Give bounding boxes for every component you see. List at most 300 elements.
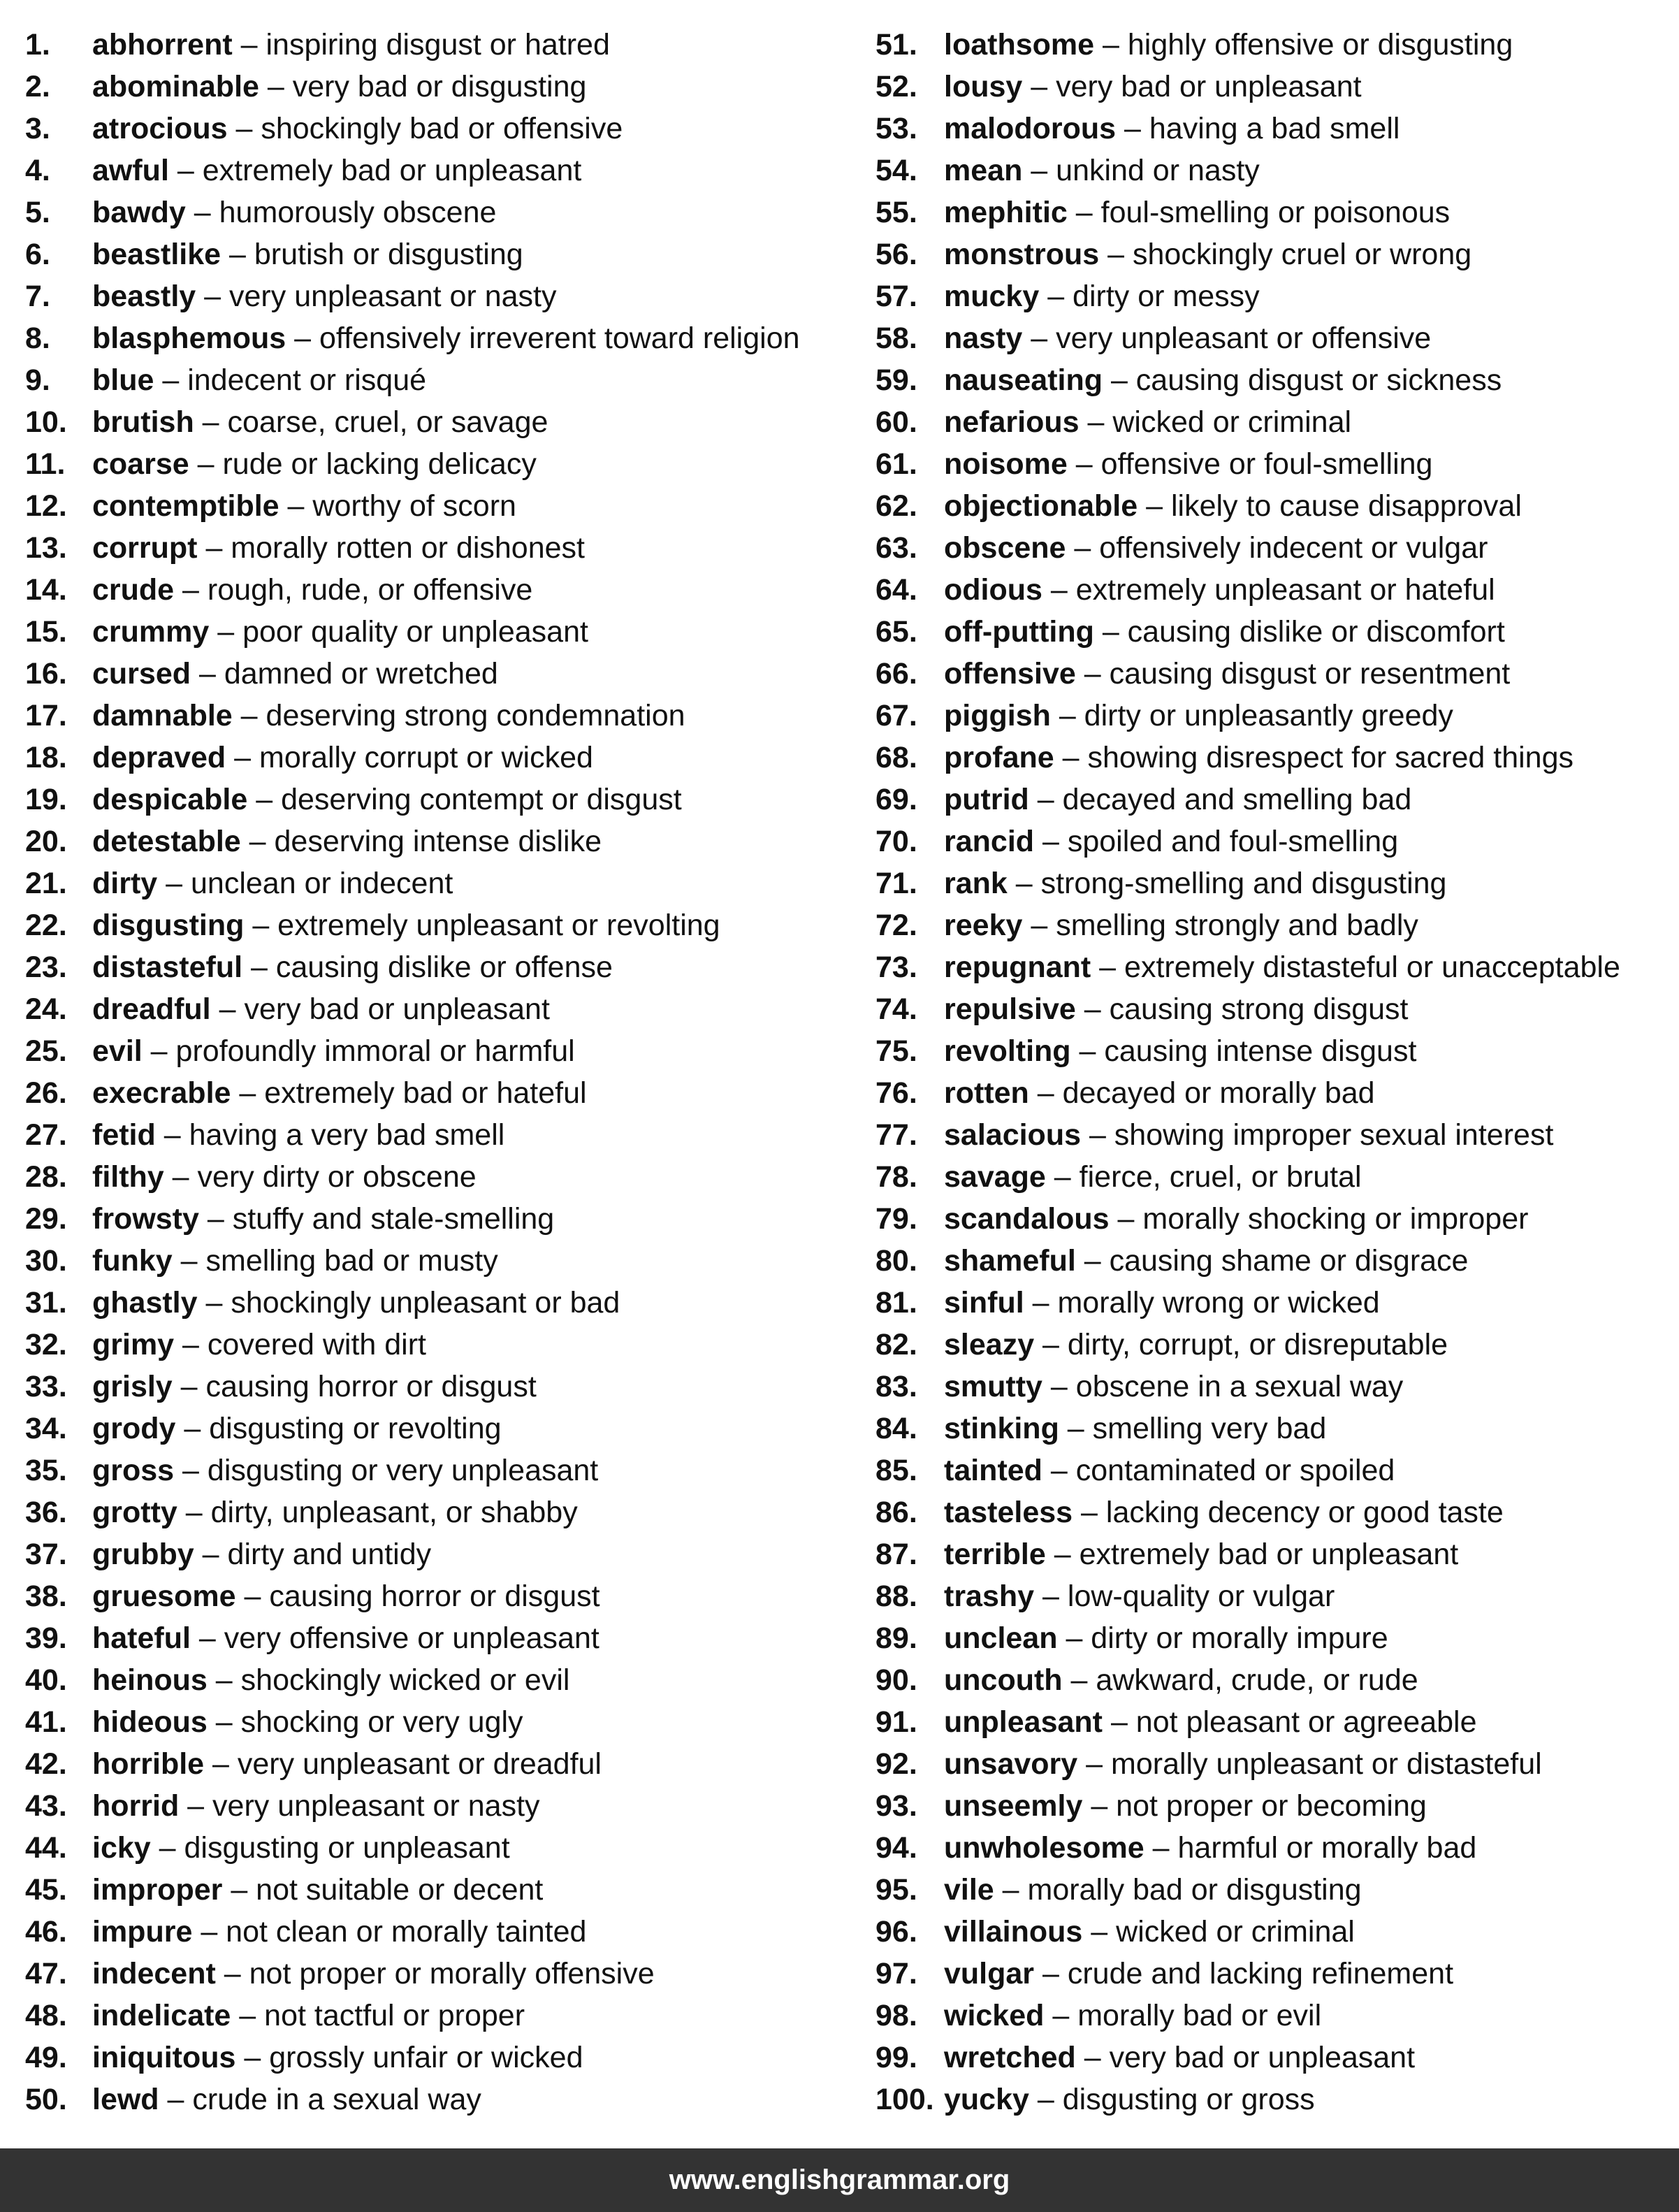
list-item (25, 1240, 850, 1282)
list-item (875, 2079, 1672, 2120)
item-number: 38. (25, 1580, 67, 1613)
list-item (25, 1995, 850, 2037)
item-number: 58. (875, 321, 917, 355)
item-number: 52. (875, 70, 917, 103)
footer-banner (0, 2148, 1679, 2212)
item-word: horrible (92, 1747, 205, 1781)
item-word: damnable (92, 699, 233, 732)
item-word: evil (92, 1034, 143, 1068)
list-item (25, 317, 850, 359)
item-number: 17. (25, 699, 67, 732)
item-definition: – disgusting or very unpleasant (174, 1454, 599, 1487)
item-definition: – coarse, cruel, or savage (194, 405, 548, 439)
list-item (25, 1366, 850, 1408)
item-definition: – causing dislike or offense (242, 950, 613, 984)
item-number: 34. (25, 1412, 67, 1445)
item-word: smutty (944, 1370, 1042, 1403)
item-definition: – morally bad or disgusting (994, 1873, 1362, 1907)
item-number: 82. (875, 1328, 917, 1361)
item-number: 84. (875, 1412, 917, 1445)
item-word: crude (92, 573, 175, 607)
list-item (875, 1911, 1672, 1953)
item-number: 35. (25, 1454, 67, 1487)
item-number: 15. (25, 615, 67, 649)
item-word: rancid (944, 825, 1035, 858)
item-definition: – low-quality or vulgar (1034, 1580, 1335, 1613)
item-number: 46. (25, 1915, 67, 1949)
item-word: atrocious (92, 112, 228, 145)
item-number: 78. (875, 1160, 917, 1194)
item-definition: – very unpleasant or dreadful (204, 1747, 602, 1781)
list-item (25, 1156, 850, 1198)
item-word: piggish (944, 699, 1051, 732)
item-word: grisly (92, 1370, 173, 1403)
item-definition: – extremely unpleasant or revolting (244, 909, 720, 942)
list-item (25, 1324, 850, 1366)
item-definition: – very unpleasant or offensive (1022, 321, 1432, 355)
item-word: grubby (92, 1538, 194, 1571)
list-item (875, 1491, 1672, 1533)
item-word: off-putting (944, 615, 1094, 649)
item-word: obscene (944, 531, 1066, 565)
item-definition: – crude and lacking refinement (1034, 1957, 1454, 1990)
list-item (875, 24, 1672, 66)
item-definition: – dirty or messy (1039, 280, 1260, 313)
item-number: 63. (875, 531, 917, 565)
item-number: 61. (875, 447, 917, 481)
list-item (875, 1030, 1672, 1072)
item-word: crummy (92, 615, 210, 649)
item-definition: – not proper or becoming (1082, 1789, 1427, 1823)
item-word: putrid (944, 783, 1029, 816)
list-item (875, 275, 1672, 317)
list-item (875, 904, 1672, 946)
item-definition: – shockingly bad or offensive (227, 112, 623, 145)
item-word: stinking (944, 1412, 1059, 1445)
item-word: sleazy (944, 1328, 1035, 1361)
item-word: despicable (92, 783, 248, 816)
item-word: repulsive (944, 992, 1076, 1026)
item-word: unpleasant (944, 1705, 1103, 1739)
item-word: improper (92, 1873, 223, 1907)
item-number: 29. (25, 1202, 67, 1236)
item-definition: – very bad or unpleasant (210, 992, 550, 1026)
item-number: 45. (25, 1873, 67, 1907)
item-definition: – not tactful or proper (231, 1999, 525, 2032)
list-item (25, 1114, 850, 1156)
list-item (875, 2037, 1672, 2079)
item-number: 22. (25, 909, 67, 942)
item-number: 18. (25, 741, 67, 774)
item-number: 48. (25, 1999, 67, 2032)
list-item (25, 779, 850, 821)
list-item (25, 191, 850, 233)
item-number: 27. (25, 1118, 67, 1152)
item-number: 62. (875, 489, 917, 523)
item-number: 76. (875, 1076, 917, 1110)
list-item (875, 653, 1672, 695)
item-word: dreadful (92, 992, 211, 1026)
item-definition: – spoiled and foul-smelling (1034, 825, 1399, 858)
item-definition: – very bad or unpleasant (1022, 70, 1362, 103)
item-number: 79. (875, 1202, 917, 1236)
item-word: hateful (92, 1621, 191, 1655)
list-item (875, 401, 1672, 443)
item-number: 95. (875, 1873, 917, 1907)
list-item (875, 1743, 1672, 1785)
list-item (875, 779, 1672, 821)
item-definition: – smelling very bad (1059, 1412, 1327, 1445)
word-list-left-column (25, 24, 850, 2120)
item-word: lewd (92, 2083, 159, 2116)
item-number: 83. (875, 1370, 917, 1403)
item-number: 55. (875, 196, 917, 229)
item-number: 64. (875, 573, 917, 607)
item-word: sinful (944, 1286, 1024, 1320)
item-number: 32. (25, 1328, 67, 1361)
item-number: 51. (875, 28, 917, 62)
item-definition: – damned or wretched (191, 657, 498, 691)
item-word: distasteful (92, 950, 243, 984)
list-item (25, 485, 850, 527)
list-item (25, 1827, 850, 1869)
list-item (875, 1995, 1672, 2037)
item-word: dirty (92, 867, 158, 900)
item-word: tainted (944, 1454, 1042, 1487)
item-number: 54. (875, 154, 917, 187)
item-definition: – brutish or disgusting (221, 238, 523, 271)
item-number: 50. (25, 2083, 67, 2116)
item-word: fetid (92, 1118, 156, 1152)
item-word: grimy (92, 1328, 175, 1361)
list-item (25, 150, 850, 191)
item-definition: – causing disgust or sickness (1103, 363, 1502, 397)
item-definition: – foul-smelling or poisonous (1067, 196, 1451, 229)
item-definition: – crude in a sexual way (159, 2083, 481, 2116)
list-item (875, 1659, 1672, 1701)
list-item (25, 1911, 850, 1953)
item-definition: – extremely unpleasant or hateful (1042, 573, 1495, 607)
list-item (875, 527, 1672, 569)
list-item (875, 233, 1672, 275)
item-number: 28. (25, 1160, 67, 1194)
list-item (25, 1701, 850, 1743)
item-word: odious (944, 573, 1042, 607)
item-number: 47. (25, 1957, 67, 1990)
item-word: revolting (944, 1034, 1071, 1068)
item-word: yucky (944, 2083, 1029, 2116)
item-definition: – offensively irreverent toward religion (286, 321, 800, 355)
item-word: loathsome (944, 28, 1095, 62)
item-number: 69. (875, 783, 917, 816)
item-number: 98. (875, 1999, 917, 2032)
list-item (25, 1030, 850, 1072)
item-definition: – wicked or criminal (1079, 405, 1352, 439)
list-item (875, 317, 1672, 359)
item-definition: – stuffy and stale-smelling (198, 1202, 555, 1236)
item-definition: – contaminated or spoiled (1042, 1454, 1395, 1487)
item-number: 23. (25, 950, 67, 984)
item-number: 94. (875, 1831, 917, 1865)
list-item (875, 988, 1672, 1030)
item-word: indecent (92, 1957, 216, 1990)
item-number: 12. (25, 489, 67, 523)
item-word: grotty (92, 1496, 177, 1529)
item-definition: – dirty, corrupt, or disreputable (1034, 1328, 1448, 1361)
item-definition: – dirty or unpleasantly greedy (1050, 699, 1453, 732)
item-number: 99. (875, 2041, 917, 2074)
list-item (25, 24, 850, 66)
item-word: unsavory (944, 1747, 1078, 1781)
list-item (25, 1869, 850, 1911)
item-word: vile (944, 1873, 994, 1907)
list-item (25, 66, 850, 108)
item-definition: – obscene in a sexual way (1042, 1370, 1404, 1403)
list-item (25, 988, 850, 1030)
item-word: abhorrent (92, 28, 233, 62)
item-number: 37. (25, 1538, 67, 1571)
item-word: repugnant (944, 950, 1091, 984)
item-definition: – showing disrespect for sacred things (1054, 741, 1574, 774)
item-definition: – very dirty or obscene (163, 1160, 477, 1194)
item-number: 6. (25, 238, 50, 271)
list-item (25, 1408, 850, 1450)
list-item (875, 1533, 1672, 1575)
item-word: villainous (944, 1915, 1083, 1949)
list-item (25, 1491, 850, 1533)
item-word: filthy (92, 1160, 164, 1194)
item-definition: – unclean or indecent (157, 867, 453, 900)
list-item (875, 1617, 1672, 1659)
item-definition: – decayed or morally bad (1029, 1076, 1375, 1110)
item-definition: – causing shame or disgrace (1075, 1244, 1469, 1278)
list-item (25, 1743, 850, 1785)
list-item (25, 359, 850, 401)
list-item (25, 1198, 850, 1240)
item-number: 41. (25, 1705, 67, 1739)
list-item (875, 1072, 1672, 1114)
item-definition: – very unpleasant or nasty (179, 1789, 540, 1823)
item-number: 66. (875, 657, 917, 691)
item-definition: – disgusting or revolting (175, 1412, 502, 1445)
list-item (25, 1072, 850, 1114)
item-number: 42. (25, 1747, 67, 1781)
item-word: hideous (92, 1705, 208, 1739)
item-definition: – deserving strong condemnation (232, 699, 685, 732)
item-definition: – causing dislike or discomfort (1093, 615, 1505, 649)
list-item (25, 946, 850, 988)
list-item (875, 1953, 1672, 1995)
item-definition: – dirty, unpleasant, or shabby (177, 1496, 578, 1529)
item-number: 81. (875, 1286, 917, 1320)
item-word: beastlike (92, 238, 221, 271)
list-item (25, 527, 850, 569)
item-definition: – dirty and untidy (194, 1538, 432, 1571)
item-number: 88. (875, 1580, 917, 1613)
list-item (875, 66, 1672, 108)
item-definition: – dirty or morally impure (1057, 1621, 1388, 1655)
item-definition: – poor quality or unpleasant (209, 615, 588, 649)
item-definition: – causing disgust or resentment (1075, 657, 1511, 691)
list-item (875, 569, 1672, 611)
list-item (875, 1240, 1672, 1282)
item-number: 85. (875, 1454, 917, 1487)
item-definition: – covered with dirt (174, 1328, 426, 1361)
item-number: 11. (25, 447, 66, 481)
item-definition: – fierce, cruel, or brutal (1045, 1160, 1362, 1194)
item-definition: – not clean or morally tainted (192, 1915, 587, 1949)
item-definition: – grossly unfair or wicked (235, 2041, 583, 2074)
item-definition: – harmful or morally bad (1144, 1831, 1477, 1865)
item-number: 53. (875, 112, 917, 145)
item-definition: – profoundly immoral or harmful (142, 1034, 575, 1068)
item-word: terrible (944, 1538, 1046, 1571)
item-definition: – rough, rude, or offensive (174, 573, 533, 607)
item-word: nauseating (944, 363, 1103, 397)
item-word: rank (944, 867, 1008, 900)
item-definition: – deserving contempt or disgust (247, 783, 682, 816)
item-word: wicked (944, 1999, 1045, 2032)
list-item (25, 1533, 850, 1575)
item-definition: – smelling bad or musty (172, 1244, 498, 1278)
item-number: 100. (875, 2083, 934, 2116)
list-item (875, 1324, 1672, 1366)
item-word: corrupt (92, 531, 198, 565)
item-word: detestable (92, 825, 241, 858)
item-word: mephitic (944, 196, 1068, 229)
item-definition: – indecent or risqué (154, 363, 427, 397)
item-definition: – shockingly wicked or evil (207, 1663, 570, 1697)
item-definition: – rude or lacking delicacy (189, 447, 537, 481)
item-definition: – highly offensive or disgusting (1094, 28, 1513, 62)
item-word: gruesome (92, 1580, 236, 1613)
item-number: 3. (25, 112, 50, 145)
item-number: 67. (875, 699, 917, 732)
item-number: 9. (25, 363, 50, 397)
item-word: objectionable (944, 489, 1138, 523)
list-item (25, 275, 850, 317)
item-number: 89. (875, 1621, 917, 1655)
item-word: brutish (92, 405, 194, 439)
item-definition: – very bad or unpleasant (1075, 2041, 1416, 2074)
list-item (25, 1953, 850, 1995)
item-number: 65. (875, 615, 917, 649)
item-number: 16. (25, 657, 67, 691)
item-number: 44. (25, 1831, 67, 1865)
list-item (875, 1282, 1672, 1324)
item-word: trashy (944, 1580, 1035, 1613)
item-definition: – shockingly cruel or wrong (1099, 238, 1472, 271)
item-definition: – morally wrong or wicked (1024, 1286, 1380, 1320)
item-definition: – not suitable or decent (222, 1873, 544, 1907)
item-definition: – shocking or very ugly (207, 1705, 523, 1739)
item-number: 20. (25, 825, 67, 858)
list-item (875, 108, 1672, 150)
item-definition: – morally rotten or dishonest (197, 531, 585, 565)
item-number: 59. (875, 363, 917, 397)
item-definition: – decayed and smelling bad (1029, 783, 1412, 816)
item-word: grody (92, 1412, 176, 1445)
item-word: profane (944, 741, 1054, 774)
item-word: gross (92, 1454, 175, 1487)
item-definition: – causing horror or disgust (172, 1370, 537, 1403)
list-item (875, 1785, 1672, 1827)
item-word: frowsty (92, 1202, 199, 1236)
item-definition: – likely to cause disapproval (1137, 489, 1522, 523)
item-number: 13. (25, 531, 67, 565)
list-item (875, 1408, 1672, 1450)
item-number: 5. (25, 196, 50, 229)
item-word: reeky (944, 909, 1023, 942)
item-number: 92. (875, 1747, 917, 1781)
item-number: 75. (875, 1034, 917, 1068)
item-definition: – having a bad smell (1116, 112, 1400, 145)
item-number: 19. (25, 783, 67, 816)
item-word: disgusting (92, 909, 245, 942)
item-word: contemptible (92, 489, 279, 523)
list-item (25, 821, 850, 862)
item-word: beastly (92, 280, 196, 313)
word-list-right-column (875, 24, 1672, 2120)
item-word: depraved (92, 741, 226, 774)
item-definition: – causing strong disgust (1075, 992, 1409, 1026)
item-definition: – showing improper sexual interest (1081, 1118, 1554, 1152)
item-word: lousy (944, 70, 1023, 103)
item-word: scandalous (944, 1202, 1110, 1236)
item-definition: – offensively indecent or vulgar (1066, 531, 1488, 565)
list-item (25, 1785, 850, 1827)
item-word: ghastly (92, 1286, 198, 1320)
list-item (25, 1617, 850, 1659)
list-item (875, 862, 1672, 904)
item-number: 26. (25, 1076, 67, 1110)
item-number: 21. (25, 867, 67, 900)
item-number: 70. (875, 825, 917, 858)
list-item (25, 737, 850, 779)
item-word: nefarious (944, 405, 1080, 439)
list-item (875, 1869, 1672, 1911)
item-word: wretched (944, 2041, 1076, 2074)
item-definition: – extremely distasteful or unacceptable (1091, 950, 1620, 984)
item-definition: – inspiring disgust or hatred (232, 28, 610, 62)
list-item (25, 401, 850, 443)
list-item (875, 485, 1672, 527)
list-item (25, 1282, 850, 1324)
list-item (25, 695, 850, 737)
item-definition: – morally bad or evil (1044, 1999, 1322, 2032)
item-definition: – extremely bad or unpleasant (1045, 1538, 1459, 1571)
item-definition: – morally shocking or improper (1109, 1202, 1529, 1236)
list-item (25, 108, 850, 150)
item-definition: – disgusting or unpleasant (150, 1831, 510, 1865)
list-item (25, 904, 850, 946)
item-word: cursed (92, 657, 191, 691)
item-word: coarse (92, 447, 189, 481)
item-word: salacious (944, 1118, 1081, 1152)
item-word: heinous (92, 1663, 208, 1697)
item-word: blasphemous (92, 321, 286, 355)
item-number: 60. (875, 405, 917, 439)
list-item (875, 1450, 1672, 1491)
item-word: unseemly (944, 1789, 1083, 1823)
list-item (875, 191, 1672, 233)
item-definition: – smelling strongly and badly (1022, 909, 1418, 942)
item-definition: – extremely bad or unpleasant (168, 154, 582, 187)
item-definition: – causing horror or disgust (235, 1580, 600, 1613)
item-definition: – very bad or disgusting (259, 70, 587, 103)
list-item (875, 443, 1672, 485)
item-definition: – strong-smelling and disgusting (1007, 867, 1447, 900)
